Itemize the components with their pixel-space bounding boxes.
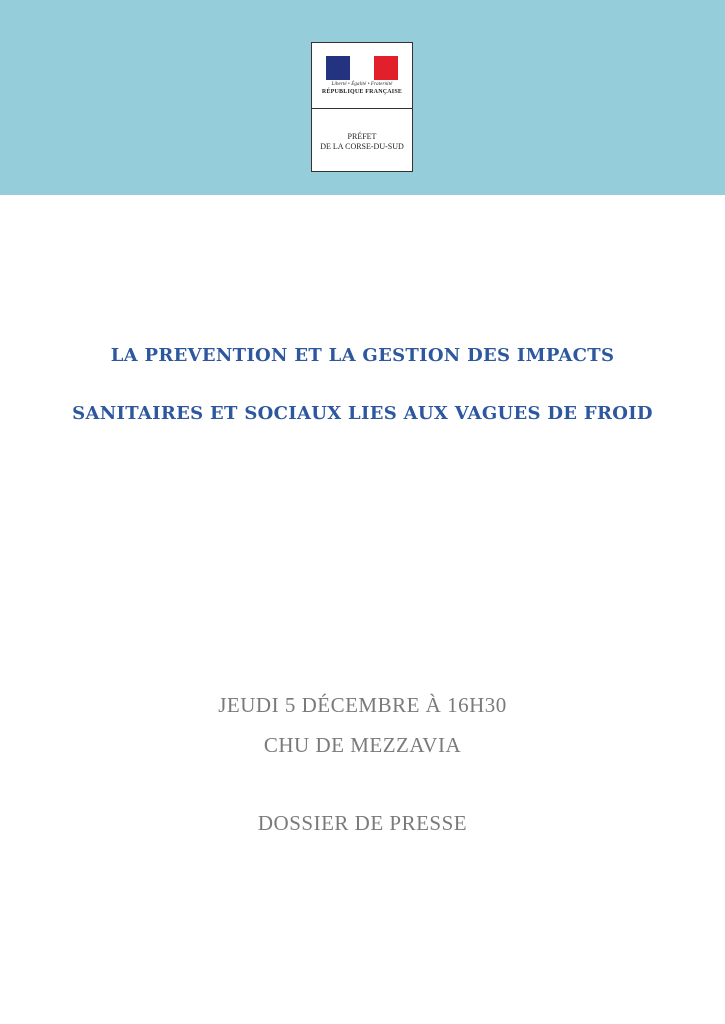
document-type: DOSSIER DE PRESSE (257, 811, 468, 835)
marianne-icon (348, 58, 378, 78)
republic-name: RÉPUBLIQUE FRANÇAISE (321, 89, 403, 95)
document-title-line-1: LA PREVENTION ET LA GESTION DES IMPACTS (110, 345, 615, 366)
event-date: JEUDI 5 DÉCEMBRE À 16H30 (218, 693, 507, 717)
prefect-line-2: DE LA CORSE-DU-SUD (320, 142, 404, 151)
prefect-label (312, 132, 412, 152)
document-title-line-2: SANITAIRES ET SOCIAUX LIES AUX VAGUES DE FROID (72, 403, 653, 424)
french-flag-icon (326, 56, 398, 80)
logo-divider (312, 108, 412, 109)
republic-motto: Liberté • Égalité • Fraternité (331, 82, 393, 87)
event-location: CHU DE MEZZAVIA (263, 733, 462, 757)
republique-francaise-logo (311, 42, 413, 172)
prefect-line-1: PRÉFET (347, 132, 377, 141)
